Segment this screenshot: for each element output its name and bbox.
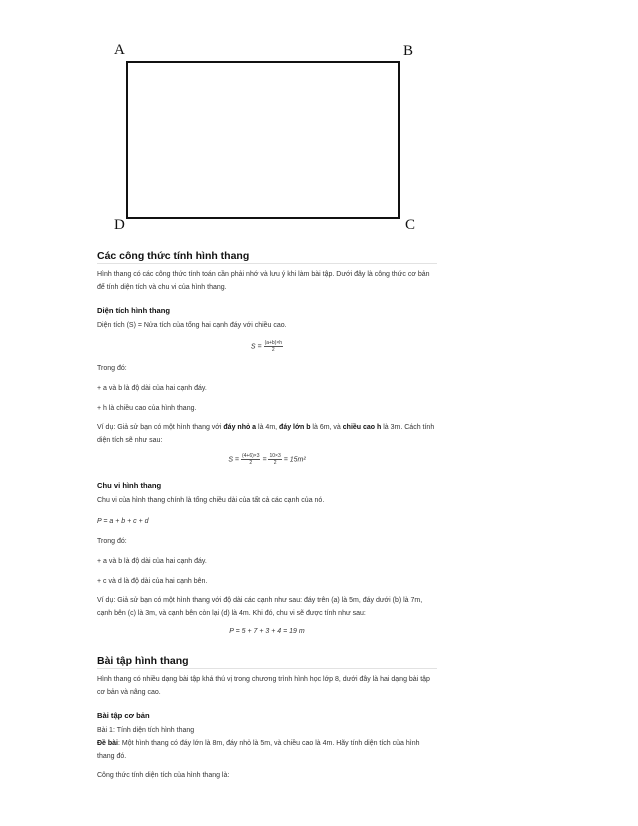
vertex-label-d: D [114,217,125,233]
exercise-1-formula-intro: Công thức tính diện tích của hình thang là: [97,772,230,779]
perimeter-where: Trong đó: [97,538,127,545]
section-heading-exercises: Bài tập hình thang [97,655,189,667]
area-calculation: S = $\frac{(4+6)\times 3}{2}$ = $\frac{10\times 3}{2}$ = 15m² [228,453,306,466]
section-divider [97,668,437,669]
area-where: Trong đó: [97,365,127,372]
perimeter-item-ab: + a và b là độ dài của hai cạnh đáy. [97,558,207,565]
area-example: Ví dụ: Giả sử bạn có một hình thang với đáy nhỏ a là 4m, đáy lớn b là 6m, và chiều cao h là 3m. Cách tính diện tích sẽ như sau: [97,424,435,444]
vertex-label-b: B [403,43,414,59]
section-intro: Hình thang có các công thức tính toán cần phải nhớ và lưu ý khi làm bài tập. Dưới đây là công thức cơ bản để tính diện tích và chu vi của hình thang. [97,271,430,291]
perimeter-calculation: P = 5 + 7 + 3 + 4 = 19 m [229,628,305,635]
exercises-intro: Hình thang có nhiều dạng bài tập khá thú vị trong chương trình hình học lớp 8, dưới đây là hai dạng bài tập cơ bản và nâng cao. [97,676,430,696]
vertex-label-a: A [114,42,125,58]
area-item-ab: + a và b là độ dài của hai cạnh đáy. [97,385,207,392]
perimeter-definition: Chu vi của hình thang chính là tổng chiều dài của tất cả các cạnh của nó. [97,497,325,504]
section-heading-formulas: Các công thức tính hình thang [97,250,250,262]
perimeter-formula: P = a + b + c + d [97,518,149,525]
trapezoid-figure [126,61,400,219]
area-definition: Diện tích (S) = Nửa tích của tổng hai cạnh đáy với chiều cao. [97,322,287,329]
area-heading: Diện tích hình thang [97,306,170,315]
perimeter-example: Ví dụ: Giả sử bạn có một hình thang với độ dài các cạnh như sau: đáy trên (a) là 5m, đáy dưới (b) là 7m, cạnh bên (c) là 3m, và cạnh bên còn lại (d) là 4m. Khi đó, chu vi sẽ được tính như sau: [97,597,423,617]
vertex-label-c: C [405,217,416,233]
exercise-1: Bài 1: Tính diện tích hình thang Đề bài: Một hình thang có đáy lớn là 8m, đáy nhỏ là 5m, và chiều cao là 4m. Hãy tính diện tích của hình thang đó. [97,727,420,760]
section-divider [97,263,437,264]
perimeter-item-cd: + c và d là độ dài của hai cạnh bên. [97,578,208,585]
basic-exercises-heading: Bài tập cơ bản [97,711,150,720]
perimeter-heading: Chu vi hình thang [97,481,162,490]
area-formula: S = $\frac{(a+b)\times h}{2}$ [250,340,283,353]
area-item-h: + h là chiều cao của hình thang. [97,405,197,412]
